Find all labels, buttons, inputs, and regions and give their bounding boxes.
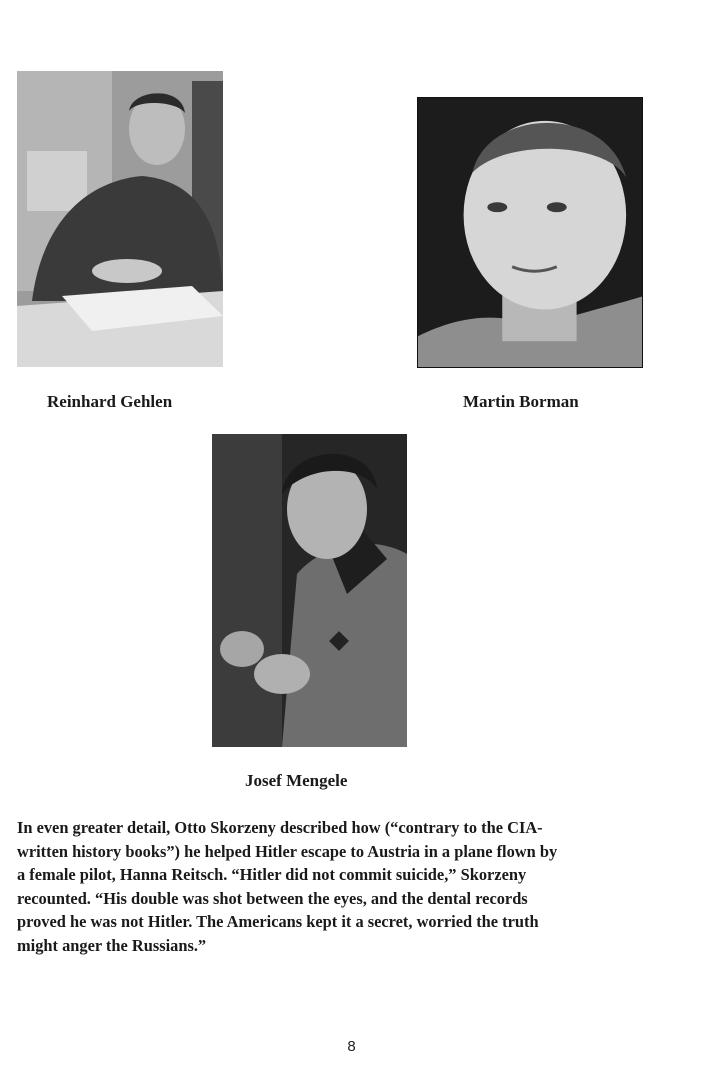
- photo-josef-mengele: [212, 434, 407, 747]
- body-line: written history books”) he helped Hitler escape to Austria in a plane flown by: [17, 841, 558, 861]
- body-paragraph: [17, 816, 689, 958]
- body-line: recounted. “His double was shot between the eyes, and the dental records: [17, 888, 528, 908]
- photo-reinhard-gehlen: [17, 71, 223, 367]
- body-line: a female pilot, Hanna Reitsch. “Hitler did not commit suicide,” Skorzeny: [17, 865, 527, 885]
- page-number: 8: [347, 1038, 356, 1055]
- photo-martin-borman: [417, 97, 643, 368]
- caption-reinhard-gehlen: Reinhard Gehlen: [47, 392, 173, 411]
- body-line: In even greater detail, Otto Skorzeny described how (“contrary to the CIA-: [17, 818, 543, 837]
- body-line: might anger the Russians.”: [17, 935, 207, 955]
- body-line: proved he was not Hitler. The Americans kept it a secret, worried the truth: [17, 912, 539, 932]
- caption-josef-mengele: Josef Mengele: [245, 771, 348, 790]
- caption-martin-borman: Martin Borman: [463, 392, 579, 411]
